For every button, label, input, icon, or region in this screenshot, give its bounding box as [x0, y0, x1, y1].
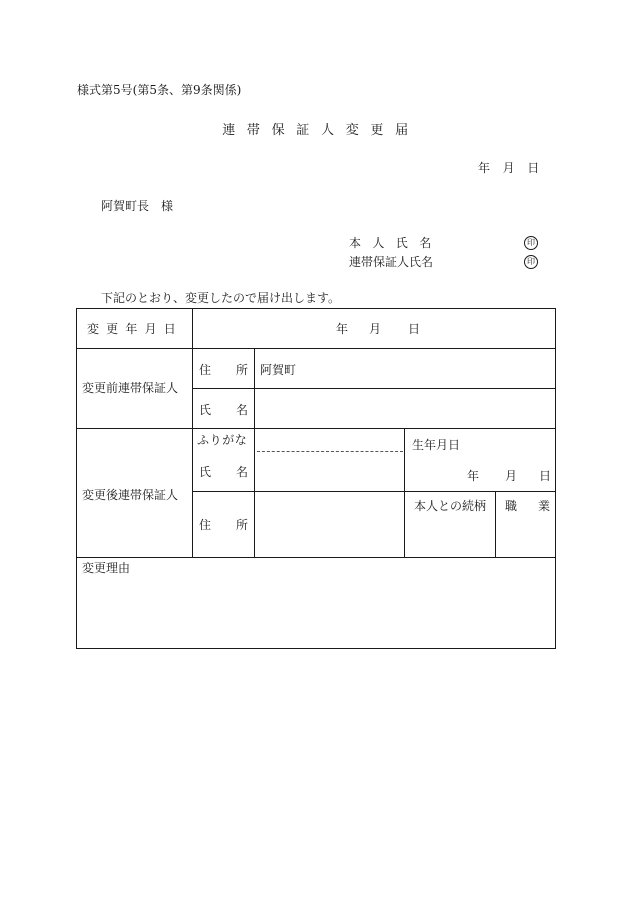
before-guarantor-label: 変更前連帯保証人 — [82, 381, 179, 395]
principal-name-label: 本人氏名 — [349, 236, 443, 250]
after-address-label-1: 住 — [199, 518, 212, 532]
furigana-label: ふりがな — [197, 433, 248, 447]
submission-date[interactable]: 年月日 — [478, 161, 552, 175]
before-address-field[interactable]: 阿賀町 — [260, 363, 297, 377]
after-name-label-2: 名 — [236, 465, 249, 479]
change-date-field[interactable] — [193, 309, 555, 348]
after-name-label-1: 氏 — [199, 465, 212, 479]
document-title: 連帯保証人変更届 — [222, 123, 420, 138]
change-form-table — [76, 308, 556, 649]
before-address-label-2: 所 — [236, 363, 249, 377]
occupation-label-1: 職 — [505, 499, 518, 513]
relationship-field[interactable] — [405, 514, 495, 557]
before-address-label-1: 住 — [199, 363, 212, 377]
before-name-label-2: 名 — [236, 403, 249, 417]
after-address-field[interactable] — [255, 492, 404, 557]
after-name-field[interactable] — [255, 452, 404, 491]
birthdate-year: 年 — [467, 469, 480, 483]
row-divider — [77, 348, 555, 349]
occupation-label-2: 業 — [538, 499, 551, 513]
after-guarantor-label: 変更後連帯保証人 — [82, 488, 179, 502]
birthdate-month: 月 — [505, 469, 518, 483]
reason-field[interactable] — [78, 577, 555, 648]
seal-mark-guarantor: 印 — [524, 255, 538, 269]
row-divider — [77, 557, 555, 558]
change-date-month: 月 — [369, 322, 382, 336]
change-date-label: 変更年月日 — [86, 322, 183, 336]
birthdate-day: 日 — [539, 469, 552, 483]
intro-text: 下記のとおり、変更したので届け出します。 — [101, 291, 341, 305]
birthdate-field[interactable] — [405, 459, 555, 491]
relationship-label: 本人との続柄 — [414, 499, 487, 513]
form-number: 様式第5号(第5条、第9条関係) — [77, 83, 242, 97]
guarantor-name-label: 連帯保証人氏名 — [349, 255, 434, 269]
addressee: 阿賀町長 様 — [101, 199, 174, 213]
seal-mark-principal: 印 — [524, 236, 538, 250]
reason-label: 変更理由 — [82, 561, 131, 575]
before-name-field[interactable] — [255, 389, 555, 428]
change-date-day: 日 — [408, 322, 421, 336]
occupation-field[interactable] — [496, 514, 555, 557]
change-date-year: 年 — [336, 322, 349, 336]
birthdate-label: 生年月日 — [412, 438, 461, 452]
before-name-label-1: 氏 — [199, 403, 212, 417]
after-address-label-2: 所 — [236, 518, 249, 532]
furigana-field[interactable] — [255, 429, 404, 451]
